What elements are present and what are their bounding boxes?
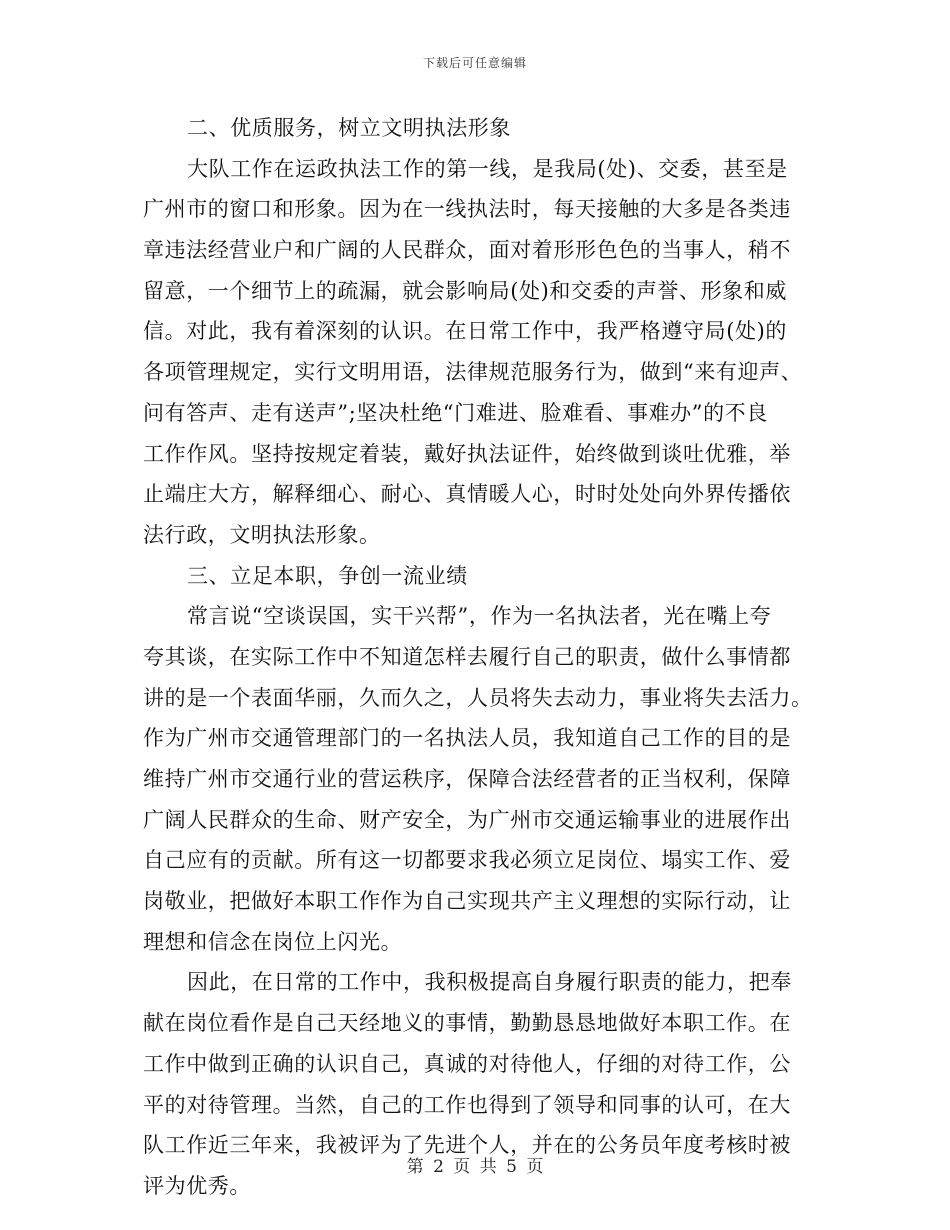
section-heading-3: 三、立足本职，争创一流业绩 <box>187 563 468 588</box>
paragraph-line: 平的对待管理。当然，自己的工作也得到了领导和同事的认可，在大 <box>143 1092 791 1117</box>
paragraph-line: 问有答声、走有送声”;坚决杜绝“门难进、脸难看、事难办”的不良 <box>143 400 768 425</box>
paragraph-line: 夸其谈，在实际工作中不知道怎样去履行自己的职责，做什么事情都 <box>143 644 791 669</box>
paragraph-line: 评为优秀。 <box>143 1173 251 1198</box>
section-heading-2: 二、优质服务，树立文明执法形象 <box>187 116 511 140</box>
paragraph-line: 作为广州市交通管理部门的一名执法人员，我知道自己工作的目的是 <box>143 726 791 751</box>
paragraph-line: 因此，在日常的工作中，我积极提高自身履行职责的能力，把奉 <box>187 970 792 995</box>
paragraph-line: 留意，一个细节上的疏漏，就会影响局(处)和交委的声誉、形象和威 <box>143 278 787 303</box>
paragraph-line: 广州市的窗口和形象。因为在一线执法时，每天接触的大多是各类违 <box>143 197 791 222</box>
paragraph-line: 理想和信念在岗位上闪光。 <box>143 929 403 954</box>
document-body <box>143 108 813 1207</box>
paragraph-line: 章违法经营业户和广阔的人民群众，面对着形形色色的当事人，稍不 <box>143 238 791 263</box>
paragraph-line: 广阔人民群众的生命、财产安全，为广州市交通运输事业的进展作出 <box>143 807 791 832</box>
paragraph-line: 队工作近三年来，我被评为了先进个人，并在的公务员年度考核时被 <box>143 1133 791 1158</box>
paragraph-line: 大队工作在运政执法工作的第一线，是我局(处)、交委，甚至是 <box>187 156 788 181</box>
paragraph-line: 法行政，文明执法形象。 <box>143 522 381 547</box>
page-number: 第 2 页 共 5 页 <box>406 1157 544 1177</box>
paragraph-line: 工作中做到正确的认识自己，真诚的对待他人，仔细的对待工作，公 <box>143 1051 791 1076</box>
paragraph-line: 工作作风。坚持按规定着装，戴好执法证件，始终做到谈吐优雅，举 <box>143 441 791 466</box>
page-header-note: 下载后可任意编辑 <box>422 56 527 70</box>
paragraph-line: 自己应有的贡献。所有这一切都要求我必须立足岗位、塌实工作、爱 <box>143 848 791 873</box>
paragraph-line: 各项管理规定，实行文明用语，法律规范服务行为，做到“来有迎声、 <box>143 360 803 385</box>
paragraph-line: 常言说“空谈误国，实干兴帮”，作为一名执法者，光在嘴上夸 <box>187 604 772 629</box>
paragraph-line: 止端庄大方，解释细心、耐心、真情暖人心，时时处处向外界传播依 <box>143 482 791 507</box>
paragraph-line: 讲的是一个表面华丽，久而久之，人员将失去动力，事业将失去活力。 <box>143 685 813 710</box>
paragraph-line: 维持广州市交通行业的营运秩序，保障合法经营者的正当权利，保障 <box>143 767 791 791</box>
paragraph-line: 岗敬业，把做好本职工作作为自己实现共产主义理想的实际行动，让 <box>143 889 791 914</box>
paragraph-line: 信。对此，我有着深刻的认识。在日常工作中，我严格遵守局(处)的 <box>143 319 787 344</box>
paragraph-line: 献在岗位看作是自己天经地义的事情，勤勤恳恳地做好本职工作。在 <box>143 1011 791 1036</box>
